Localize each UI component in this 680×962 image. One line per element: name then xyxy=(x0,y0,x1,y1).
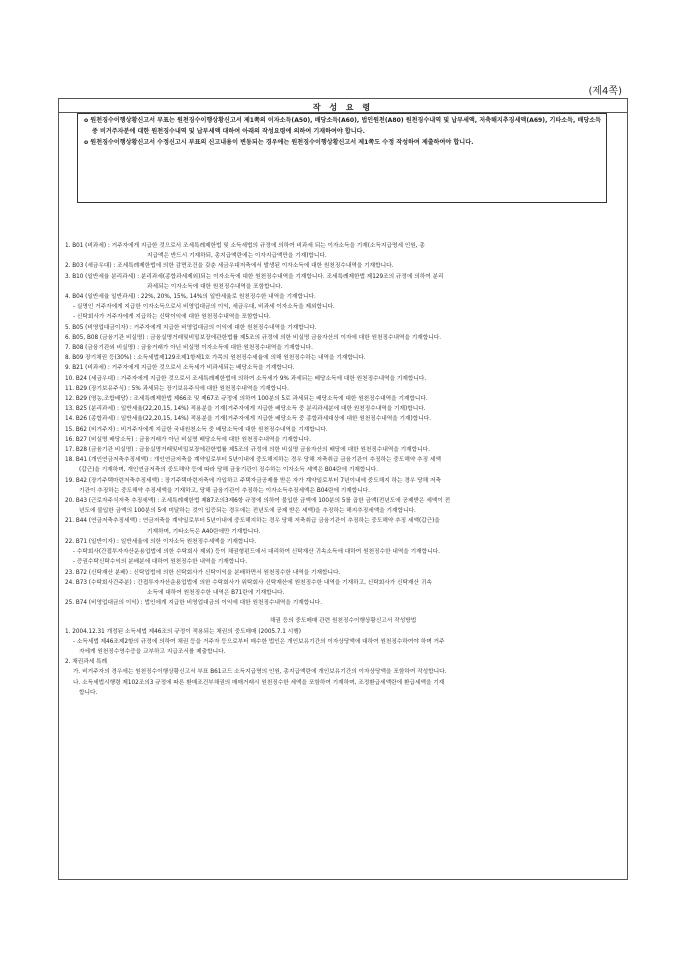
instruction-item: 15. B62 (비거주자) : 비거주자에게 지급한 국내원천소득 중 배당소득에 대한 원천징수내역을 기재합니다. xyxy=(65,426,328,433)
notice-box xyxy=(77,113,607,203)
notice-line: o 원천징수이행상황신고서 수정신고시 부표의 신고내용이 변동되는 경우에는 원천징수이행상황신고서 제1쪽도 수정 작성하여 제출하여야 합니다. xyxy=(84,139,474,147)
instruction-item: 14. B26 (종합과세) : 일반세율(22,20,15, 14%) 적용분을 기재(거주자에게 지급한 배당소득 중 종합과세대상에 대한 원천징수내역을 기재)합니다. xyxy=(65,416,432,423)
instruction-item: 기재하며, 기타소득은 A40란에만 기재합니다. xyxy=(147,528,261,535)
section2-title: 채권 등의 중도매매 관련 원천징수이행상황신고서 작성방법 xyxy=(269,618,417,625)
section-title: 작 성 요 령 xyxy=(312,103,374,112)
instruction-item: 22. B71 (일반이자) : 일반세율에 의한 이자소득 원천징수세액을 기재합니다. xyxy=(65,538,257,545)
instruction-item: 소득에 대하여 원천징수한 내역은 B71란에 기재합니다. xyxy=(147,589,285,596)
instruction-item: 5. B05 (비영업대금이자) : 거주자에게 지급한 비영업대금의 이익에 대한 원천징수내역을 기재합니다. xyxy=(65,324,317,331)
instruction-item: 3. B10 (일반세율 분리과세) : 분리과세(종합과세제외)되는 이자소득에 대한 원천징수내역을 기재합니다. 조세특례제한법 제129조의 규정에 의하여 분리 xyxy=(65,273,444,280)
instruction-item: - 수탁회사(간접투자자산운용업법에 의한 수탁회사 제외) 등이 채권형펀드에서 대리하여 신탁재산 귀속소득에 대하여 원천징수한 내역을 기재합니다. xyxy=(73,549,440,556)
instruction-item: 21. B44 (연금저축추징세액) : 연금저축을 계약일로부터 5년이내에 중도해지하는 경우 당해 저축취급 금융기관이 추징하는 중도해약 추징 세액(갑근)을 xyxy=(65,518,440,525)
instruction-item: 13. B25 (분리과세) : 일반세율(22,20,15, 14%) 적용분을 기재(거주자에게 지급한 배당소득 중 분리과세분에 대한 원천징수내역을 기재)합니다. xyxy=(65,406,426,413)
section2-row: 가. 비거주자의 경우에는 원천징수이행상황신고서 부표 B61코드 소득지급명의 인원, 총지급액란에 개인보유기간의 이자상당액을 포함하여 작성합니다. xyxy=(73,669,447,676)
section2-row: 나. 소득세법시행령 제102조의3 규정에 따른 환매조건부채권의 매매거래시 원천징수한 세액을 포함하여 기재하며, 조정환급세액란에 환급세액을 기재 xyxy=(73,679,445,686)
instruction-item: 18. B41 (개인연금저축추징세액) : 개인연금저축을 계약일로부터 5년이내에 중도해지하는 경우 당해 저축취급 금융기관이 추징하는 중도해약 추징 세액 xyxy=(65,457,441,464)
instruction-item: 11. B29 (장기보유주식) : 5% 과세되는 장기보유주식에 대한 원천징수내역을 기재합니다. xyxy=(65,385,289,392)
instruction-item: 4. B04 (일반세율 일반과세) : 22%, 20%, 15%, 14%의 일반세율로 원천징수한 내역을 기재합니다. xyxy=(65,294,316,301)
instruction-item: 7. B08 (금융기관외 비실명) : 금융거래가 아닌 비실명 이자소득에 대한 원천징수내역을 기재합니다. xyxy=(65,345,313,352)
instruction-item: 24. B73 (수탁회사간주분) : 간접투자자산운용업법에 의한 수탁회사가 위탁회사 신탁재산에 원천징수한 내역을 기재하고, 신탁회사가 신탁재산 귀속 xyxy=(65,579,432,586)
section2-row: 2. 채권과세 특례 xyxy=(65,659,108,666)
instructions-frame xyxy=(58,98,628,880)
instruction-item: - 실명인 거주자에게 지급한 이자소득으로서 비영업대금의 이익, 세금우대, 비과세 이자소득을 제외합니다. xyxy=(73,304,335,311)
instruction-item: 6. B05, B08 (금융기관 비실명) : 금융실명거래및비밀보장에관한법률 제5조의 규정에 의한 비실명 금융자산의 이자에 대한 원천징수내역을 기재합니다. xyxy=(65,334,442,341)
instruction-item: - 신탁회사가 거주자에게 지급하는 신탁이익에 대한 원천징수내역을 포함합니다. xyxy=(73,314,271,321)
instruction-list xyxy=(65,241,621,698)
section2-row: 자에게 원천징수영수증을 교부하고 지급조서를 제출합니다. xyxy=(79,648,226,655)
instruction-item: 23. B72 (신탁재산 분배) : 신탁업법에 의한 신탁회사가 신탁이익을 분배하면서 원천징수한 내역을 기재합니다. xyxy=(65,569,341,576)
section2-row: 1. 2004.12.31 개정된 소득세법 제46조의 규정이 적용되는 채권의 중도매매 (2005.7.1 시행) xyxy=(65,628,301,635)
section2-row: - 소득세법 제46조제2항의 규정에 의하여 채권 등을 거주자 등으로부터 매수한 법인은 개인보유기간의 이자상당액에 대하여 원천징수하여야 하며 거주 xyxy=(73,638,445,645)
page-number: (제4쪽) xyxy=(588,86,622,97)
instruction-item: 년도에 불입한 금액의 100분의 5에 미달하는 것이 입증되는 경우에는 전년도에 공제 받은 세액)을 추징하는 해지추징세액을 기재합니다. xyxy=(79,508,416,515)
instruction-item: 25. B74 (비영업대금의 이익) : 법인에게 지급한 비영업대금의 이익에 대한 원천징수내역을 기재합니다. xyxy=(65,600,323,607)
instruction-item: 2. B03 (세금우대) : 조세특례제한법에 의한 감면조건을 갖춘 세금우대저축에서 발생된 이자소득에 대한 원천징수내역을 기재합니다. xyxy=(65,263,394,270)
section2-row: 합니다. xyxy=(79,689,98,696)
instruction-item: 12. B29 (영농,조합배당) : 조세특례제한법 제66조 및 제67조 규정에 의하여 100분의 5로 과세되는 배당소득에 대한 원천징수내역을 기재합니다. xyxy=(65,396,428,403)
instruction-item: 10. B24 (세금우대) : 거주자에게 지급한 것으로서 조세특례제한법에 의하여 소득세가 9% 과세되는 배당소득에 대한 원천징수내역을 기재합니다. xyxy=(65,375,427,382)
instruction-item: 20. B43 (근로자주식저축 추징세액) : 조세특례제한법 제87조의3제6항 규정에 의하여 불입한 금액에 100분의 5를 곱한 금액(전년도에 공제받은 세액이 전 xyxy=(65,498,451,505)
instruction-item: 1. B01 (비과세) : 거주자에게 지급한 것으로서 조세특례제한법 및 소득세법의 규정에 의하여 비과세 되는 이자소득을 기재(소득지급명세 인원, 총 xyxy=(65,243,425,249)
instruction-item: 16. B27 (비실명 배당소득) : 금융거래가 아닌 비실명 배당소득에 대한 원천징수내역을 기재합니다. xyxy=(65,436,312,443)
instruction-item: 기관이 추징하는 중도해약 추징세액을 기재하고, 당해 금융기관이 추징하는 이자소득추징세액은 B04란에 기재합니다. xyxy=(79,487,371,494)
notice-line: o 원천징수이행상황신고서 부표는 원천징수이행상황신고서 제1쪽의 이자소득(A50), 배당소득(A60), 법인원천(A80) 원천징수내역 및 납부세액, 저축해지추징세액(A69), 기타소득, 배당소득 중 비거주자분에 대한 원천징수내역 및 납부세액 대하여 아래의 작성요령에 의하여 기재하여야 합니다. xyxy=(84,117,602,135)
instruction-item: 19. B42 (장기주택마련저축추징세액) : 장기주택마련저축에 가입하고 주택자금공제를 받은 자가 계약일로부터 7년이내에 중도해지 하는 경우 당해 저축 xyxy=(65,477,441,484)
instruction-item: 9. B21 (비과세) : 거주자에게 지급한 것으로서 소득세가 비과세되는 배당소득을 기재합니다. xyxy=(65,365,295,372)
instruction-item: - 증권수탁신탁수익의 분배분에 대하여 원천징수한 내역을 기재합니다. xyxy=(73,559,248,566)
instruction-item: 지급액은 반드시 기재하되, 총지급액란에는 이자지급액만을 기재)합니다. xyxy=(147,253,327,260)
instruction-item: 17. B28 (금융기관 비실명) : 금융실명거래및비밀보장에관한법률 제5조의 규정에 의한 비실명 금융자산의 배당에 대한 원천징수내역을 기재합니다. xyxy=(65,447,430,454)
instruction-item: 8. B09 장기채권 등(30%) : 소득세법제129조제1항제1호 가목의 원천징수세율에 의해 원천징수하는 내역을 기재합니다. xyxy=(65,355,366,362)
instruction-item: (갑근)을 기재하며, 개인연금저축의 중도해약 등에 따라 당해 금융기관이 징수하는 이자소득 세액은 B04란에 기재합니다. xyxy=(79,467,379,474)
instruction-item: 과세되는 이자소득에 대한 원천징수내역을 포함합니다. xyxy=(147,283,283,290)
